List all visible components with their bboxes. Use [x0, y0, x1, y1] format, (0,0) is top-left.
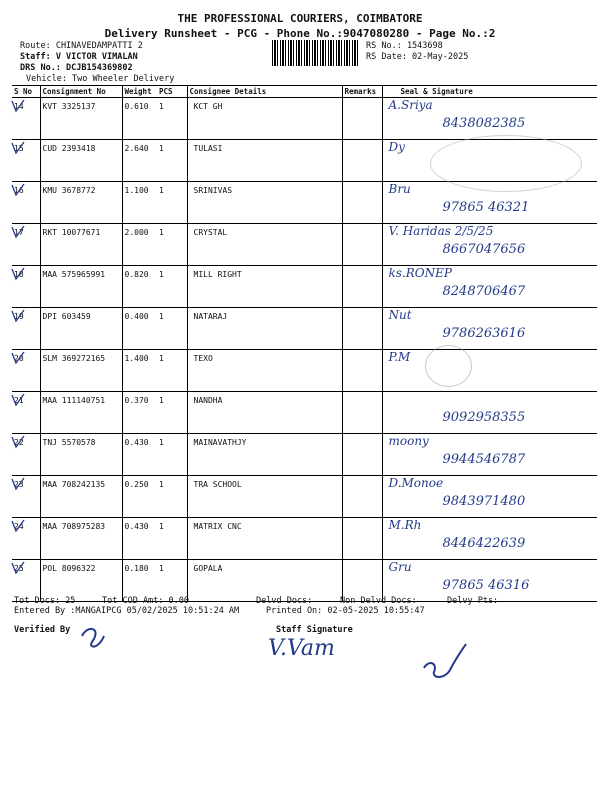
row-sno: 23 — [12, 476, 40, 518]
drs-number: DRS No.: DCJB154369802 — [20, 63, 133, 73]
row-pcs: 1 — [157, 140, 187, 182]
row-sno: 16 — [12, 182, 40, 224]
handwritten-phone: 8248706467 — [442, 284, 526, 299]
row-consignee: MAINAVATHJY — [187, 434, 342, 476]
table-row — [12, 266, 597, 308]
table-row — [12, 350, 597, 392]
row-consignee: TRA SCHOOL — [187, 476, 342, 518]
delivered-tick-mark — [10, 309, 26, 323]
row-remarks — [342, 476, 382, 518]
runsheet-title: Delivery Runsheet - PCG - Phone No.:9047080280 - Page No.:2 — [104, 27, 496, 40]
row-consignee: NANDHA — [187, 392, 342, 434]
total-cod: Tot COD Amt: 0.00 — [102, 596, 189, 606]
row-signature — [382, 224, 597, 266]
row-consignee: CRYSTAL — [187, 224, 342, 266]
row-pcs: 1 — [157, 224, 187, 266]
row-signature — [382, 266, 597, 308]
non-delivered-docs: Non Delvd Docs: — [340, 596, 417, 606]
handwritten-phone: 8446422639 — [442, 536, 526, 551]
row-weight: 0.610 — [122, 98, 157, 140]
signature-scrawl: P.M — [388, 350, 411, 364]
signature-scrawl: Gru — [388, 560, 412, 574]
route: Route: CHINAVEDAMPATTI 2 — [20, 41, 143, 51]
row-signature — [382, 350, 597, 392]
row-consignment: RKT 10077671 — [40, 224, 122, 266]
row-remarks — [342, 518, 382, 560]
row-consignment: POL 8096322 — [40, 560, 122, 602]
row-sno: 14 — [12, 98, 40, 140]
table-row — [12, 224, 597, 266]
row-consignment: MAA 708975283 — [40, 518, 122, 560]
col-weight: Weight — [122, 86, 157, 98]
handwritten-phone: 9843971480 — [442, 494, 526, 509]
col-remarks: Remarks — [342, 86, 382, 98]
row-consignee: NATARAJ — [187, 308, 342, 350]
row-pcs: 1 — [157, 266, 187, 308]
handwritten-phone: 8667047656 — [442, 242, 526, 257]
row-weight: 1.100 — [122, 182, 157, 224]
signature-scrawl: moony — [388, 434, 429, 448]
row-sno: 21 — [12, 392, 40, 434]
row-weight: 2.000 — [122, 224, 157, 266]
table-row — [12, 98, 597, 140]
row-signature — [382, 98, 597, 140]
staff: Staff: V VICTOR VIMALAN — [20, 52, 138, 62]
delivered-tick-mark — [10, 225, 26, 239]
row-sno: 22 — [12, 434, 40, 476]
row-remarks — [342, 434, 382, 476]
delivered-tick-mark — [10, 267, 26, 281]
row-pcs: 1 — [157, 560, 187, 602]
verified-by-label: Verified By — [14, 625, 71, 635]
verified-signature-mark — [78, 622, 108, 652]
row-consignment: SLM 369272165 — [40, 350, 122, 392]
table-row — [12, 476, 597, 518]
printed-on: Printed On: 02-05-2025 10:55:47 — [266, 606, 425, 616]
row-remarks — [342, 266, 382, 308]
col-consignee: Consignee Details — [187, 86, 342, 98]
signature-scrawl: M.Rh — [388, 518, 422, 532]
col-sno: S No — [12, 86, 40, 98]
row-pcs: 1 — [157, 392, 187, 434]
signature-scrawl: D.Monoe — [388, 476, 444, 490]
row-sno: 24 — [12, 518, 40, 560]
col-signature: Seal & Signature — [382, 86, 597, 98]
entered-by: Entered By :MANGAIPCG 05/02/2025 10:51:24 AM — [14, 606, 240, 616]
row-consignee: TULASI — [187, 140, 342, 182]
row-consignee: SRINIVAS — [187, 182, 342, 224]
row-pcs: 1 — [157, 476, 187, 518]
row-consignment: MAA 575965991 — [40, 266, 122, 308]
row-pcs: 1 — [157, 434, 187, 476]
row-remarks — [342, 98, 382, 140]
row-consignee: MATRIX CNC — [187, 518, 342, 560]
row-weight: 0.400 — [122, 308, 157, 350]
table-row — [12, 308, 597, 350]
row-weight: 1.400 — [122, 350, 157, 392]
delivery-points: Delvy Pts: — [447, 596, 499, 606]
delivered-tick-mark — [10, 393, 26, 407]
delivered-tick-mark — [10, 561, 26, 575]
row-sno: 18 — [12, 266, 40, 308]
row-pcs: 1 — [157, 98, 187, 140]
delivered-tick-mark — [10, 99, 26, 113]
row-consignment: MAA 708242135 — [40, 476, 122, 518]
row-sno: 25 — [12, 560, 40, 602]
delivered-tick-mark — [10, 519, 26, 533]
delivered-tick-mark — [10, 477, 26, 491]
vehicle: Vehicle: Two Wheeler Delivery — [26, 74, 175, 84]
seal-stamp — [425, 345, 472, 387]
handwritten-phone: 8438082385 — [442, 116, 526, 131]
row-sno: 15 — [12, 140, 40, 182]
handwritten-phone: 9944546787 — [442, 452, 526, 467]
row-consignment: MAA 111140751 — [40, 392, 122, 434]
row-signature — [382, 392, 597, 434]
row-sno: 20 — [12, 350, 40, 392]
row-remarks — [342, 182, 382, 224]
signature-scrawl: V. Haridas 2/5/25 — [388, 224, 494, 238]
row-weight: 0.180 — [122, 560, 157, 602]
staff-signature-label: Staff Signature — [276, 625, 353, 635]
row-pcs: 1 — [157, 182, 187, 224]
row-weight: 0.430 — [122, 434, 157, 476]
handwritten-phone: 97865 46316 — [442, 578, 530, 593]
row-consignment: TNJ 5570578 — [40, 434, 122, 476]
row-weight: 0.250 — [122, 476, 157, 518]
delivered-docs: Delvd Docs: — [256, 596, 313, 606]
handwritten-phone: 9786263616 — [442, 326, 526, 341]
delivered-tick-mark — [10, 351, 26, 365]
company-title: THE PROFESSIONAL COURIERS, COIMBATORE — [177, 12, 423, 25]
total-docs: Tot Docs: 25 — [14, 596, 76, 606]
row-remarks — [342, 392, 382, 434]
row-remarks — [342, 140, 382, 182]
row-pcs: 1 — [157, 350, 187, 392]
rs-date: RS Date: 02-May-2025 — [366, 52, 469, 62]
rs-number: RS No.: 1543698 — [366, 41, 443, 51]
delivered-tick-mark — [10, 183, 26, 197]
row-remarks — [342, 224, 382, 266]
row-consignee: GOPALA — [187, 560, 342, 602]
table-row — [12, 434, 597, 476]
table-row — [12, 518, 597, 560]
row-consignment: KVT 3325137 — [40, 98, 122, 140]
signature-scrawl: Nut — [388, 308, 412, 322]
row-sno: 17 — [12, 224, 40, 266]
seal-stamp — [430, 135, 582, 192]
row-signature — [382, 518, 597, 560]
row-consignment: KMU 3678772 — [40, 182, 122, 224]
handwritten-phone: 97865 46321 — [442, 200, 530, 215]
staff-signature: V.Vam — [268, 636, 335, 661]
row-weight: 0.370 — [122, 392, 157, 434]
row-signature — [382, 476, 597, 518]
row-remarks — [342, 308, 382, 350]
row-signature — [382, 434, 597, 476]
row-consignment: DPI 603459 — [40, 308, 122, 350]
row-weight: 0.820 — [122, 266, 157, 308]
row-signature — [382, 308, 597, 350]
signature-scrawl: A.Sriya — [388, 98, 433, 112]
table-header — [12, 86, 597, 98]
row-remarks — [342, 350, 382, 392]
barcode — [272, 40, 358, 66]
row-sno: 19 — [12, 308, 40, 350]
row-consignment: CUD 2393418 — [40, 140, 122, 182]
col-consignment: Consignment No — [40, 86, 122, 98]
delivered-tick-mark — [10, 141, 26, 155]
col-pcs: PCS — [157, 86, 187, 98]
row-consignee: TEXO — [187, 350, 342, 392]
row-weight: 0.430 — [122, 518, 157, 560]
extra-signature-mark — [420, 640, 470, 685]
signature-scrawl: Dy — [388, 140, 405, 154]
row-weight: 2.640 — [122, 140, 157, 182]
table-row — [12, 392, 597, 434]
row-pcs: 1 — [157, 518, 187, 560]
signature-scrawl: ks.RONEP — [388, 266, 452, 280]
signature-scrawl: Bru — [388, 182, 411, 196]
row-consignee: KCT GH — [187, 98, 342, 140]
handwritten-phone: 9092958355 — [442, 410, 526, 425]
delivered-tick-mark — [10, 435, 26, 449]
row-pcs: 1 — [157, 308, 187, 350]
row-consignee: MILL RIGHT — [187, 266, 342, 308]
